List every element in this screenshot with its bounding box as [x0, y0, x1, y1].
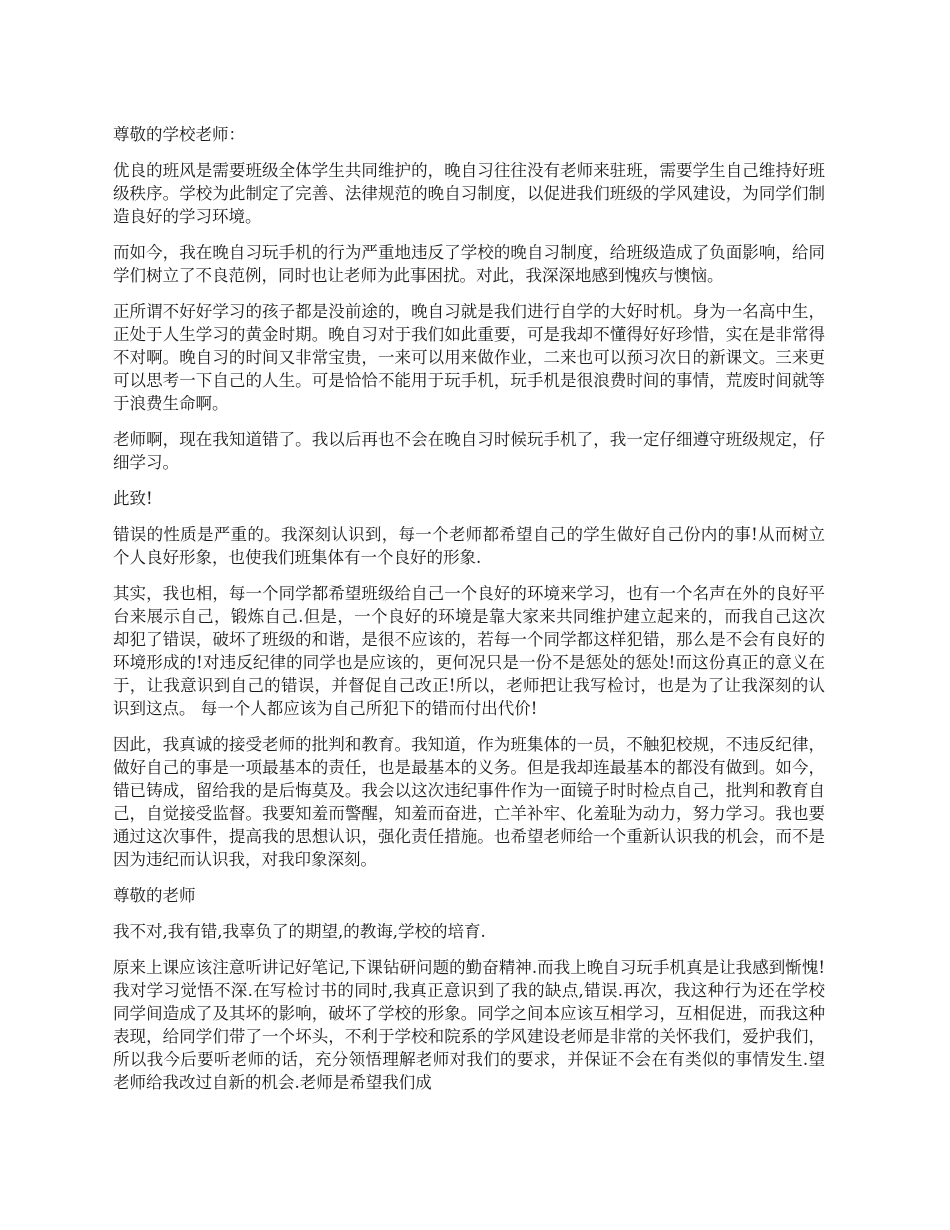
salutation: 尊敬的学校老师：	[113, 125, 245, 144]
paragraph: 我不对,我有错,我辜负了的期望,的教诲,学校的培育.	[113, 922, 486, 941]
paragraph: 优良的班风是需要班级全体学生共同维护的，晚自习往往没有老师来驻班，需要学生自己维持好班级秩序。学校为此制定了完善、法律规范的晚自习制度，以促进我们班级的学风建设，为同学们制造良好的学习环境。	[113, 161, 825, 226]
salutation: 尊敬的老师	[113, 886, 196, 905]
paragraph: 因此，我真诚的接受老师的批判和教育。我知道，作为班集体的一员，不触犯校规，不违反纪律，做好自己的事是一项最基本的责任，也是最基本的义务。但是我却连最基本的都没有做到。如今，错已铸成，留给我的是后悔莫及。我会以这次违纪事件作为一面镜子时时检点自己，批判和教育自己，自觉接受监督。我要知羞而警醒，知羞而奋进，亡羊补牢、化羞耻为动力，努力学习。我也要通过这次事件，提高我的思想认识，强化责任措施。也希望老师给一个重新认识我的机会，而不是因为违纪而认识我，对我印象深刻。	[113, 735, 825, 869]
document-body	[113, 123, 825, 1107]
paragraph: 错误的性质是严重的。我深刻认识到，每一个老师都希望自己的学生做好自己份内的事!从而树立个人良好形象，也使我们班集体有一个良好的形象.	[113, 525, 825, 567]
paragraph: 而如今，我在晚自习玩手机的行为严重地违反了学校的晚自习制度，给班级造成了负面影响，给同学们树立了不良范例，同时也让老师为此事困扰。对此，我深深地感到愧疚与懊恼。	[113, 243, 825, 285]
paragraph: 正所谓不好好学习的孩子都是没前途的，晚自习就是我们进行自学的大好时机。身为一名高中生，正处于人生学习的黄金时期。晚自习对于我们如此重要，可是我却不懂得好好珍惜，实在是非常得不对啊。晚自习的时间又非常宝贵，一来可以用来做作业，二来也可以预习次日的新课文。三来更可以思考一下自己的人生。可是恰恰不能用于玩手机，玩手机是很浪费时间的事情，荒废时间就等于浪费生命啊。	[113, 302, 825, 413]
paragraph: 其实，我也相，每一个同学都希望班级给自己一个良好的环境来学习，也有一个名声在外的良好平台来展示自己，锻炼自己.但是，一个良好的环境是靠大家来共同维护建立起来的，而我自己这次却犯了错误，破坏了班级的和谐，是很不应该的，若每一个同学都这样犯错，那么是不会有良好的环境形成的!对违反纪律的同学也是应该的，更何况只是一份不是惩处的惩处!而这份真正的意义在于，让我意识到自己的错误，并督促自己改正!所以，老师把让我写检讨，也是为了让我深刻的认识到这点。 每一个人都应该为自己所犯下的错而付出代价!	[113, 584, 825, 718]
closing-line: 此致!	[113, 489, 153, 508]
paragraph: 原来上课应该注意听讲记好笔记,下课钻研问题的勤奋精神.而我上晚自习玩手机真是让我感到惭愧!我对学习觉悟不深.在写检讨书的同时,我真正意识到了我的缺点,错误.再次，我这种行为还在学校同学间造成了及其坏的影响，破坏了学校的形象。同学之间本应该互相学习，互相促进，而我这种表现，给同学们带了一个坏头，不利于学校和院系的学风建设老师是非常的关怀我们，爱护我们，所以我今后要听老师的话，充分领悟理解老师对我们的要求，并保证不会在有类似的事情发生.望老师给我改过自新的机会.老师是希望我们成	[113, 958, 825, 1092]
paragraph: 老师啊，现在我知道错了。我以后再也不会在晚自习时候玩手机了，我一定仔细遵守班级规定，仔细学习。	[113, 430, 825, 472]
